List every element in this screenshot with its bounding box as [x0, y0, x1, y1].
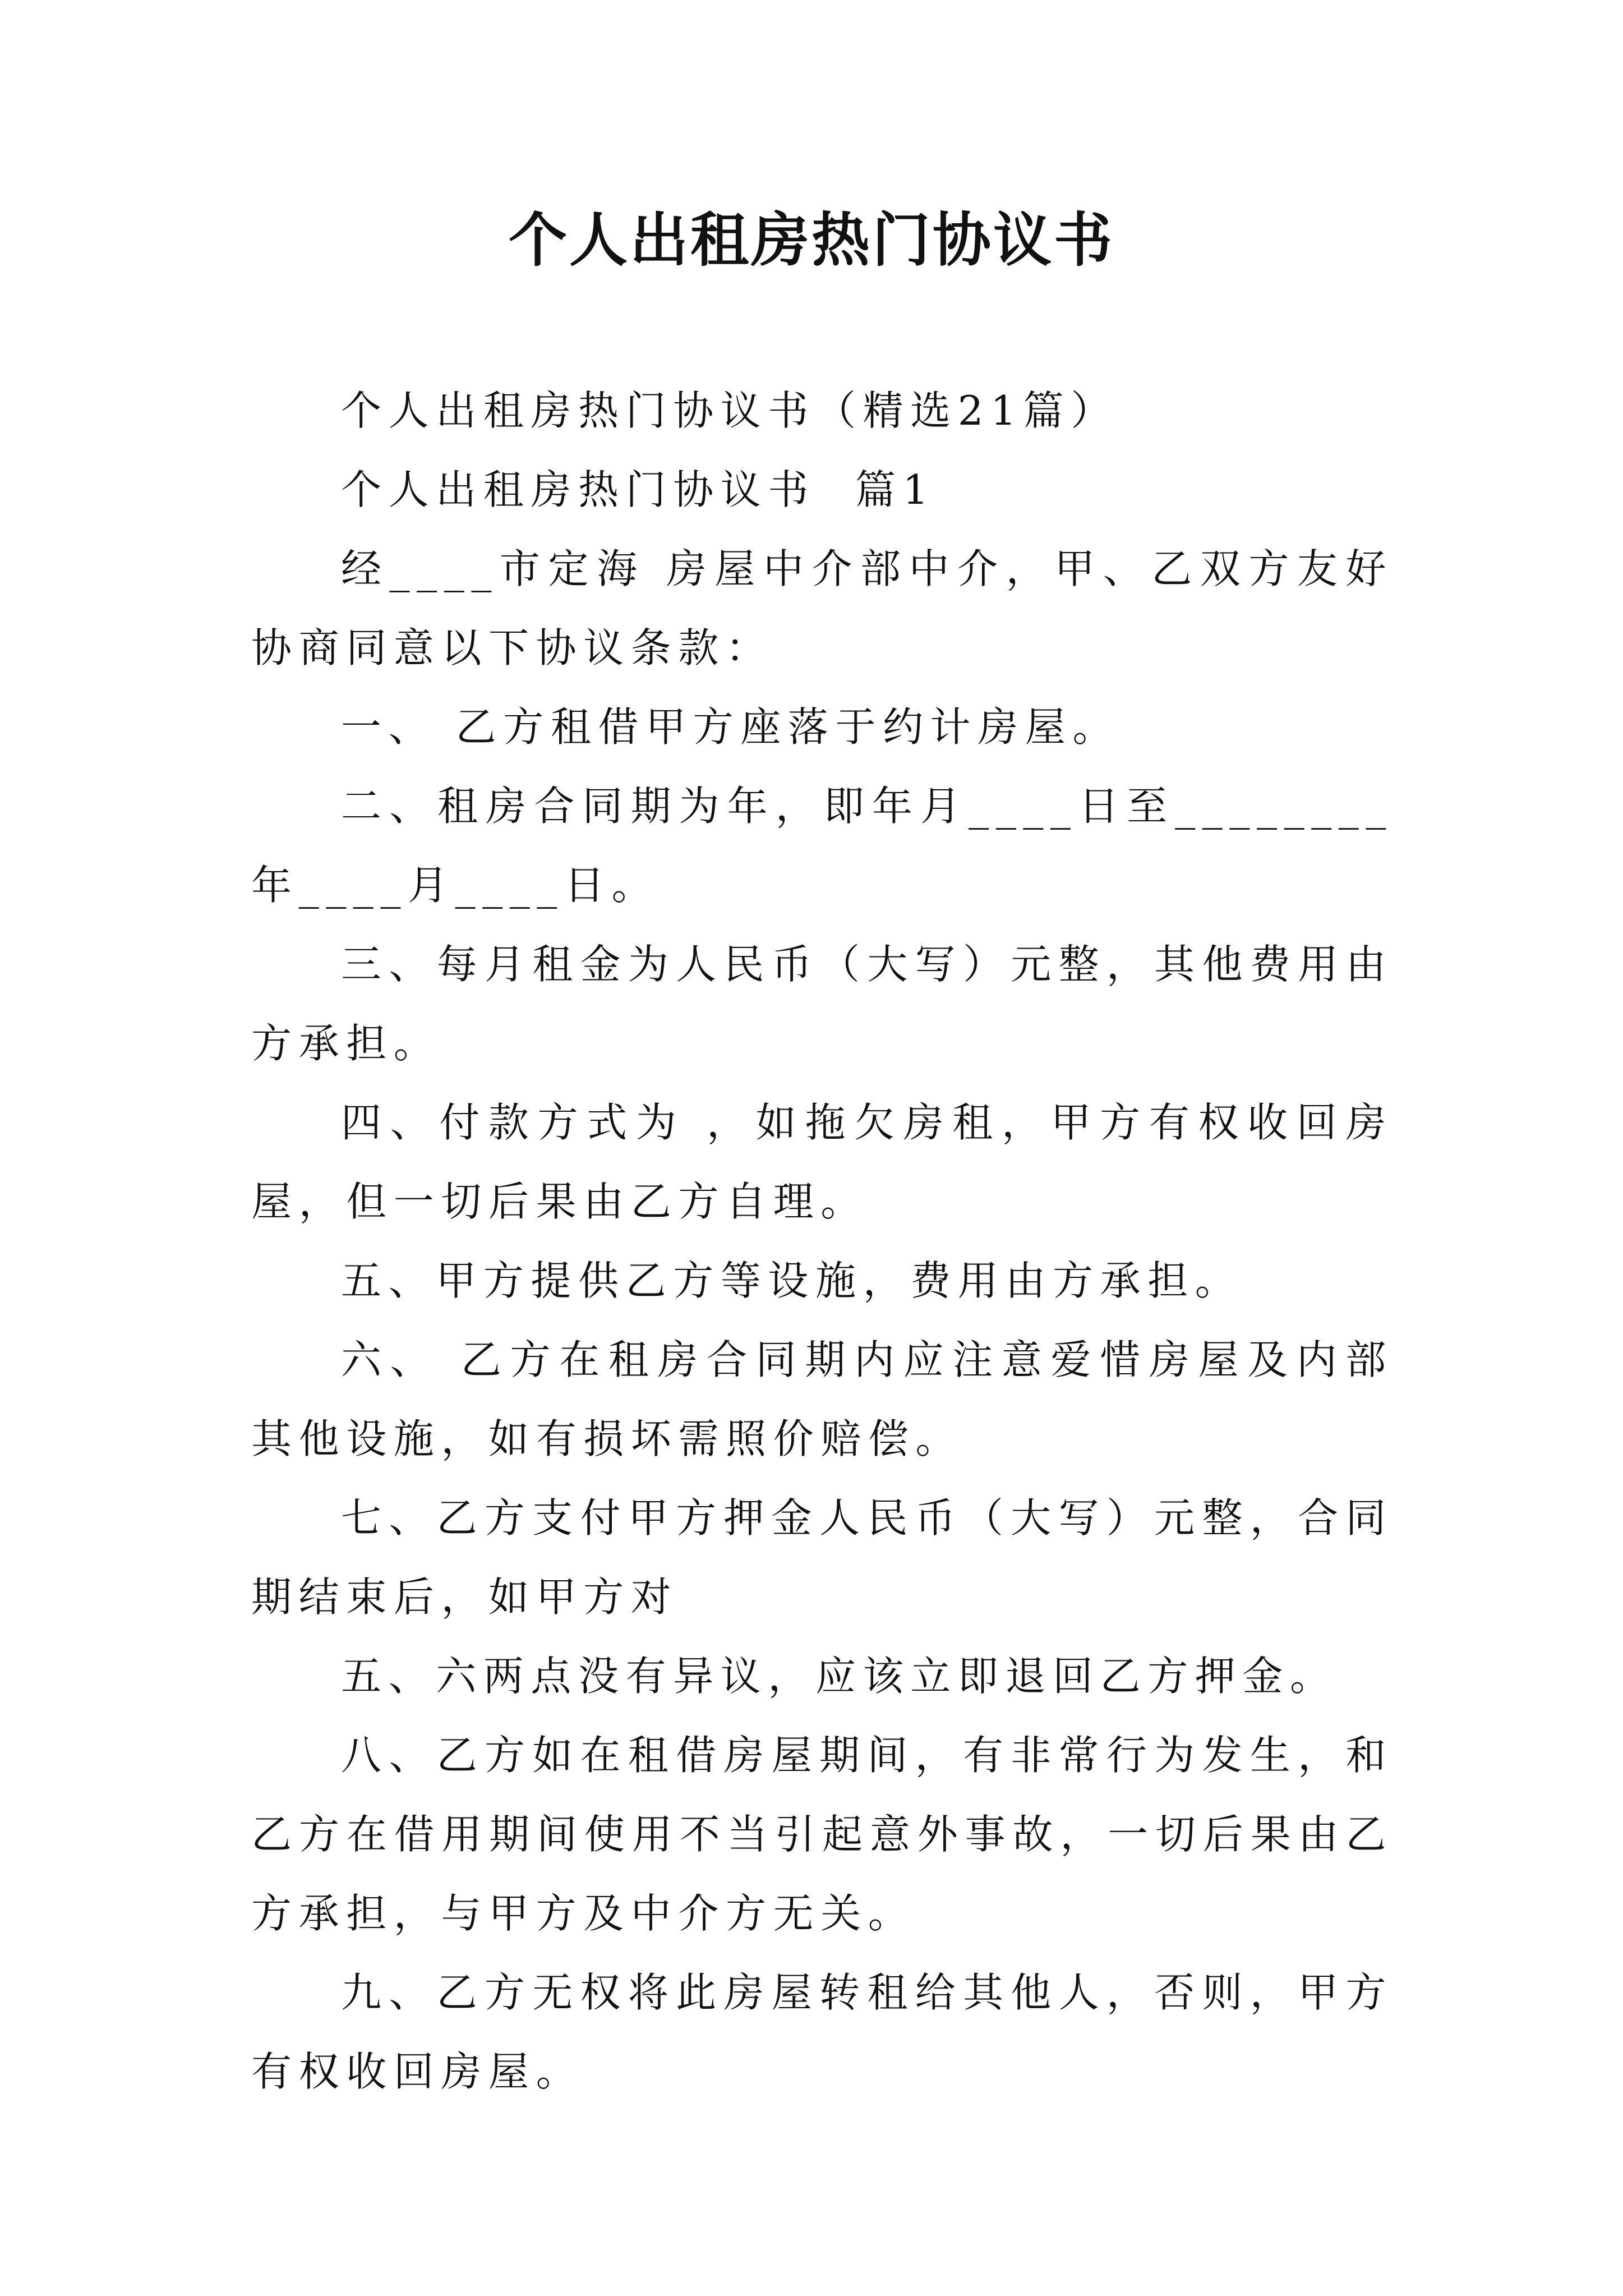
clause-1: 一、 乙方租借甲方座落于约计房屋。 [341, 703, 1121, 751]
clause-2: 二、租房合同期为年，即年月____日至________年____月____日。 [251, 783, 1393, 909]
clause-3: 三、每月租金为人民币（大写）元整，其他费用由 方承担。 [251, 941, 1413, 1067]
document-body [251, 371, 1413, 2111]
paragraph-section-heading: 个人出租房热门协议书 篇1 [341, 466, 935, 513]
paragraph-subtitle: 个人出租房热门协议书（精选21篇） [341, 387, 1118, 434]
clause-5: 五、甲方提供乙方等设施，费用由方承担。 [341, 1257, 1243, 1304]
clause-8: 八、乙方如在租借房屋期间，有非常行为发生，和乙方在借用期间使用不当引起意外事故，一切后果由乙方承担，与甲方及中介方无关。 [251, 1732, 1393, 1937]
clause-4: 四、付款方式为 ，如拖欠房租，甲方有权收回房屋，但一切后果由乙方自理。 [251, 1099, 1393, 1225]
document-title: 个人出租房热门协议书 [508, 205, 1114, 274]
clause-6: 六、 乙方在租房合同期内应注意爱惜房屋及内部其他设施，如有损坏需照价赔偿。 [251, 1336, 1393, 1462]
clause-9: 九、乙方无权将此房屋转租给其他人，否则，甲方有权收回房屋。 [251, 1969, 1393, 2095]
paragraph-intro: 经____市定海 房屋中介部中介，甲、乙双方友好协商同意以下协议条款： [251, 545, 1393, 671]
clause-7-continued: 五、六两点没有异议，应该立即退回乙方押金。 [341, 1653, 1338, 1700]
clause-7: 七、乙方支付甲方押金人民币（大写）元整，合同期结束后，如甲方对 [251, 1494, 1393, 1621]
